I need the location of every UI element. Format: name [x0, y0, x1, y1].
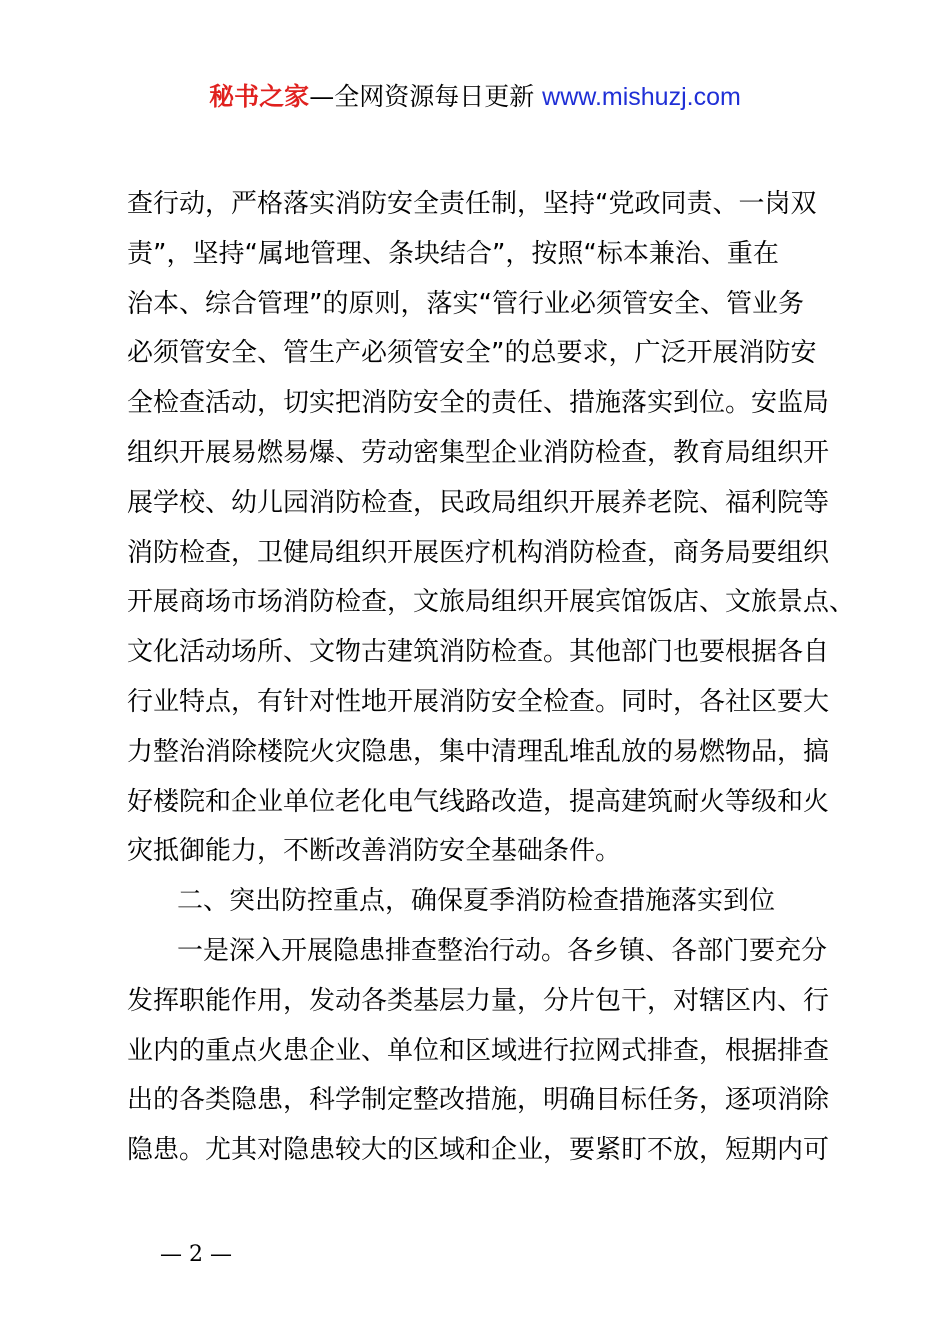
body-line: 查行动，严格落实消防安全责任制，坚持“党政同责、一岗双 [127, 189, 817, 219]
body-line: 行业特点，有针对性地开展消防安全检查。同时，各社区要大 [127, 686, 830, 717]
body-line: 隐患。尤其对隐患较大的区域和企业，要紧盯不放，短期内可 [127, 1135, 830, 1166]
body-line: 灾抵御能力，不断改善消防安全基础条件。 [127, 836, 622, 867]
body-line: 业内的重点火患企业、单位和区域进行拉网式排查，根据排查 [127, 1035, 830, 1066]
body-line: 好楼院和企业单位老化电气线路改造，提高建筑耐火等级和火 [127, 786, 830, 817]
body-line: 必须管安全、管生产必须管安全”的总要求，广泛开展消防安 [127, 338, 817, 369]
body-line: 出的各类隐患，科学制定整改措施，明确目标任务，逐项消除 [127, 1085, 830, 1116]
body-line: 责”，坚持“属地管理、条块结合”，按照“标本兼治、重在 [127, 238, 779, 269]
document-body [127, 180, 856, 1176]
body-line: 展学校、幼儿园消防检查，民政局组织开展养老院、福利院等 [127, 487, 830, 518]
page-number: — 2 — [160, 1242, 232, 1267]
body-line: 组织开展易燃易爆、劳动密集型企业消防检查，教育局组织开 [127, 437, 830, 468]
body-line: 一是深入开展隐患排查整治行动。各乡镇、各部门要充分 [177, 935, 828, 966]
body-line: 全检查活动，切实把消防安全的责任、措施落实到位。安监局 [127, 388, 830, 419]
body-line: 文化活动场所、文物古建筑消防检查。其他部门也要根据各自 [127, 637, 830, 668]
site-url-link[interactable]: www.mishuzj.com [542, 83, 741, 111]
site-tagline: —全网资源每日更新 [309, 82, 535, 111]
site-header [0, 80, 950, 114]
section-heading: 二、突出防控重点，确保夏季消防检查措施落实到位 [177, 886, 776, 917]
body-line: 开展商场市场消防检查，文旅局组织开展宾馆饭店、文旅景点、 [127, 587, 856, 618]
body-line: 消防检查，卫健局组织开展医疗机构消防检查，商务局要组织 [127, 537, 830, 568]
body-line: 力整治消除楼院火灾隐患，集中清理乱堆乱放的易燃物品，搞 [127, 736, 830, 767]
site-brand: 秘书之家 [209, 82, 310, 111]
body-line: 治本、综合管理”的原则，落实“管行业必须管安全、管业务 [127, 288, 804, 319]
body-line: 发挥职能作用，发动各类基层力量，分片包干，对辖区内、行 [127, 985, 830, 1016]
